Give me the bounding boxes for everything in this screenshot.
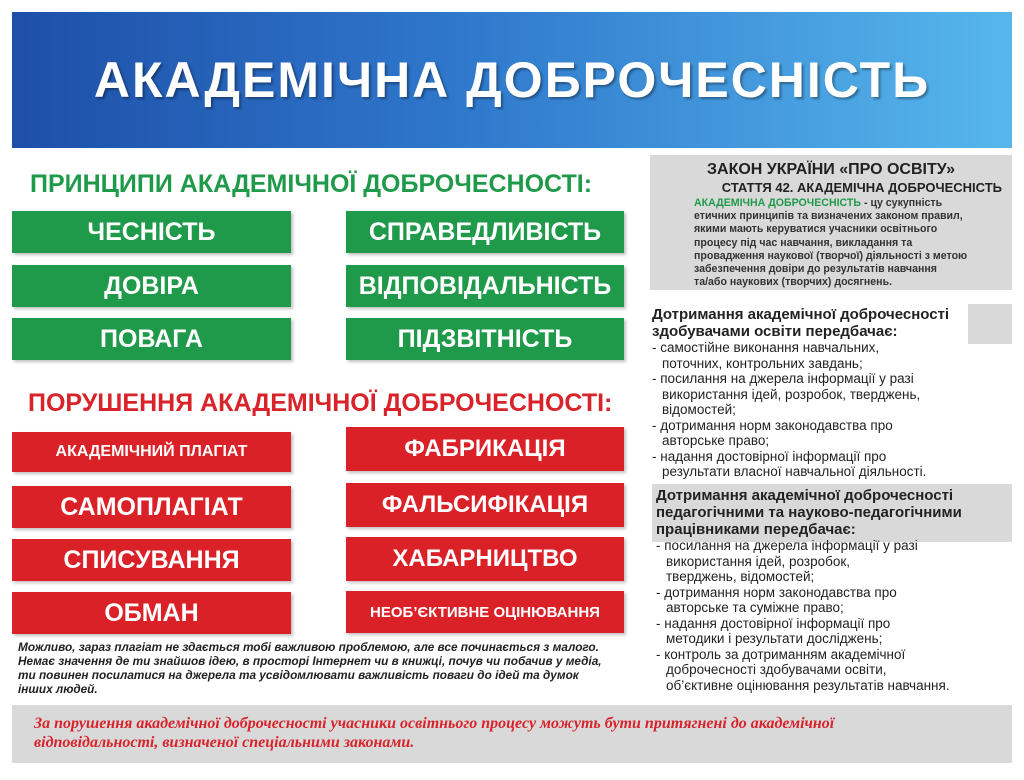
list-item: - посилання на джерела інформації у разі використання ідей, розробок, тверджень, відомостей;: [656, 538, 918, 584]
law-box: [650, 155, 1012, 290]
teachers-title: Дотримання академічної доброчесності педагогічними та науково-педагогічними працівниками передбачає:: [656, 487, 962, 538]
violation-bribery: ХАБАРНИЦТВО: [346, 537, 624, 581]
teachers-block: [656, 487, 1010, 693]
plagiarism-note: Можливо, зараз плагіат не здається тобі важливою проблемою, але все починається з малого. Немає значення де ти знайшов ідею, в просторі Інтернет чи в книжці, почув чи побачив у медіа, ти повинен посилатися на джерела та усвідомлювати важливість поваги до ідей та думок інших людей.: [18, 640, 602, 696]
students-block: [652, 306, 982, 480]
page-title: АКАДЕМІЧНА ДОБРОЧЕСНІСТЬ: [93, 52, 931, 108]
list-item: - дотримання норм законодавства про авторське право;: [652, 417, 893, 448]
violation-falsification: ФАЛЬСИФІКАЦІЯ: [346, 483, 624, 527]
header-banner: [12, 12, 1012, 148]
violation-deception: ОБМАН: [12, 592, 291, 634]
principles-heading: ПРИНЦИПИ АКАДЕМІЧНОЇ ДОБРОЧЕСНОСТІ:: [30, 170, 593, 198]
footer-warning: За порушення академічної доброчесності учасники освітнього процесу можуть бути притягнені до академічної відповідальності, визначеної спеціальними законами.: [12, 705, 1012, 763]
principle-accountability: ПІДЗВІТНІСТЬ: [346, 318, 624, 360]
law-title: ЗАКОН УКРАЇНИ «ПРО ОСВІТУ»: [706, 161, 955, 178]
principle-honesty: ЧЕСНІСТЬ: [12, 211, 291, 253]
violation-fabrication: ФАБРИКАЦІЯ: [346, 427, 624, 471]
violation-plagiarism: АКАДЕМІЧНИЙ ПЛАГІАТ: [12, 432, 291, 472]
list-item: - дотримання норм законодавства про авторське та суміжне право;: [656, 584, 897, 615]
principle-trust: ДОВІРА: [12, 265, 291, 307]
list-item: - надання достовірної інформації про методики і результати досліджень;: [656, 615, 891, 646]
teachers-list: [656, 538, 1010, 693]
law-article: СТАТТЯ 42. АКАДЕМІЧНА ДОБРОЧЕСНІСТЬ: [721, 180, 1002, 195]
violation-biased-assessment: НЕОБ’ЄКТИВНЕ ОЦІНЮВАННЯ: [346, 591, 624, 633]
principle-responsibility: ВІДПОВІДАЛЬНІСТЬ: [346, 265, 624, 307]
students-list: [652, 340, 982, 480]
students-title: Дотримання академічної доброчесності здобувачами освіти передбачає:: [652, 306, 950, 340]
principle-fairness: СПРАВЕДЛИВІСТЬ: [346, 211, 624, 253]
law-definition: АКАДЕМІЧНА ДОБРОЧЕСНІСТЬ - цу сукупність етичних принципів та визначених законом правил, якими мають керуватися учасники освітнього процесу під час навчання, викладання та провадження наукової (творчої) діяльності з метою забезпечення довіри до результатів навчання та/або наукових (творчих) досягнень.: [694, 197, 968, 289]
violation-self-plagiarism: САМОПЛАГІАТ: [12, 486, 291, 528]
list-item: - самостійне виконання навчальних, поточних, контрольних завдань;: [652, 340, 880, 371]
principle-respect: ПОВАГА: [12, 318, 291, 360]
law-term: АКАДЕМІЧНА ДОБРОЧЕСНІСТЬ: [694, 197, 862, 209]
violations-heading: ПОРУШЕННЯ АКАДЕМІЧНОЇ ДОБРОЧЕСНОСТІ:: [28, 389, 613, 417]
violation-cheating: СПИСУВАННЯ: [12, 539, 291, 581]
list-item: - посилання на джерела інформації у разі використання ідей, розробок, тверджень, відомостей;: [652, 371, 921, 417]
list-item: - надання достовірної інформації про результати власної навчальної діяльності.: [652, 448, 927, 479]
list-item: - контроль за дотриманням академічної доброчесності здобувачами освіти, об’єктивне оцінювання результатів навчання.: [656, 646, 950, 693]
